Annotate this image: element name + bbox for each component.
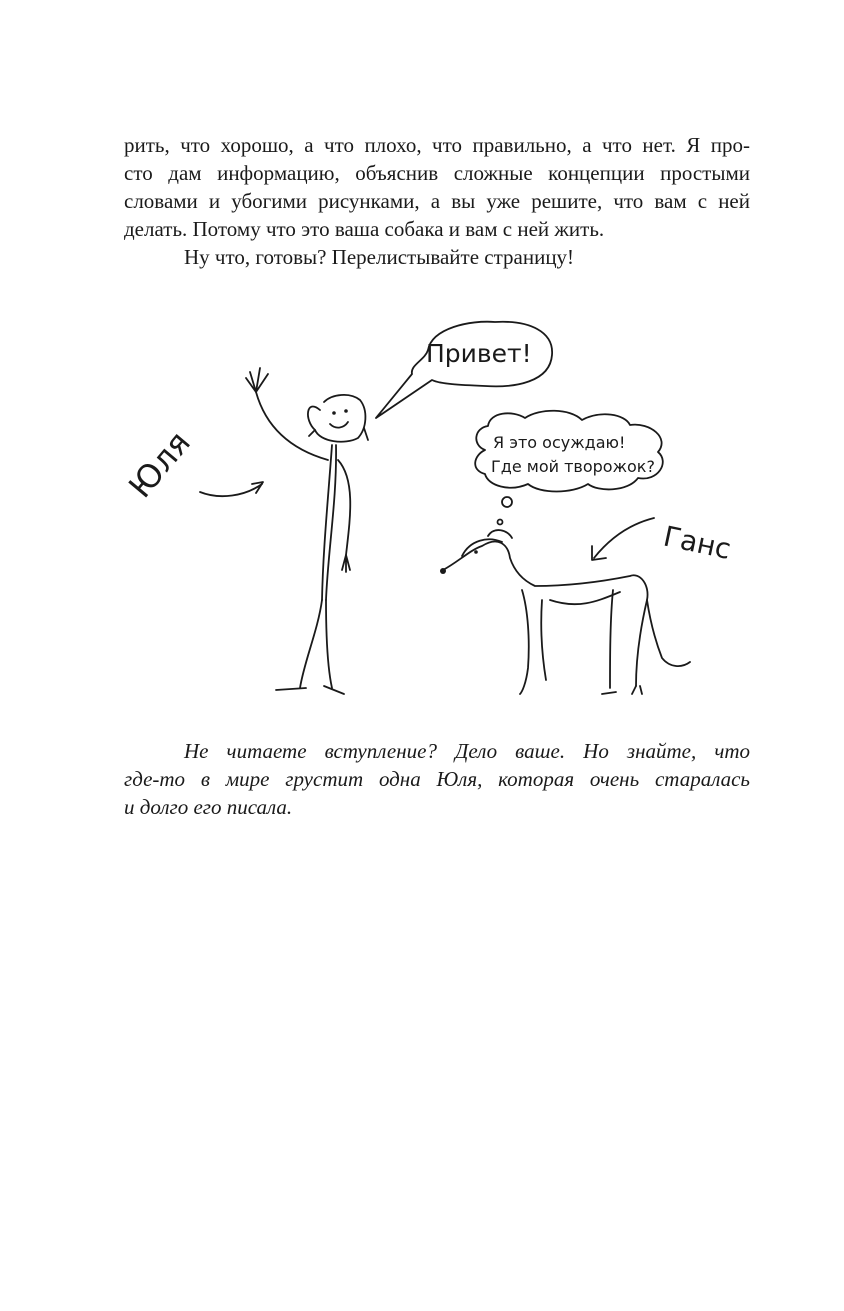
paragraph-line: делать. Потому что это ваша собака и вам с ней жить. <box>124 217 605 241</box>
dog-figure <box>440 530 690 694</box>
paragraph-line: словами и убогими рисунками, а вы уже решите, что вам с ней <box>124 189 750 213</box>
ready-line: Ну что, готовы? Перелистывайте страницу! <box>184 245 575 269</box>
thought-line-2: Где мой творожок? <box>491 457 655 476</box>
italic-line: где-то в мире грустит одна Юля, которая очень старалась <box>124 767 750 791</box>
thought-line-1: Я это осуждаю! <box>493 433 626 452</box>
woman-figure <box>246 368 368 694</box>
paragraph-line: сто дам информацию, объяснив сложные концепции простыми <box>124 161 750 185</box>
dog-name: Ганс <box>660 519 734 566</box>
italic-line: и долго его писала. <box>124 795 293 819</box>
arrow-icon <box>592 518 654 560</box>
body-paragraph <box>124 131 750 243</box>
italic-line: Не читаете вступление? Дело ваше. Но знайте, что <box>184 739 750 763</box>
arrow-icon <box>200 482 263 496</box>
dog-label <box>592 518 734 566</box>
woman-name: Юля <box>121 423 198 506</box>
speech-bubble-text: Привет! <box>426 339 532 368</box>
speech-bubble <box>376 322 552 418</box>
woman-label <box>121 424 263 505</box>
thought-bubble <box>475 411 663 525</box>
italic-paragraph <box>124 737 750 821</box>
paragraph-line: рить, что хорошо, а что плохо, что правильно, а что нет. Я про- <box>124 133 750 157</box>
ready-paragraph <box>124 243 750 271</box>
illustration <box>110 300 770 710</box>
